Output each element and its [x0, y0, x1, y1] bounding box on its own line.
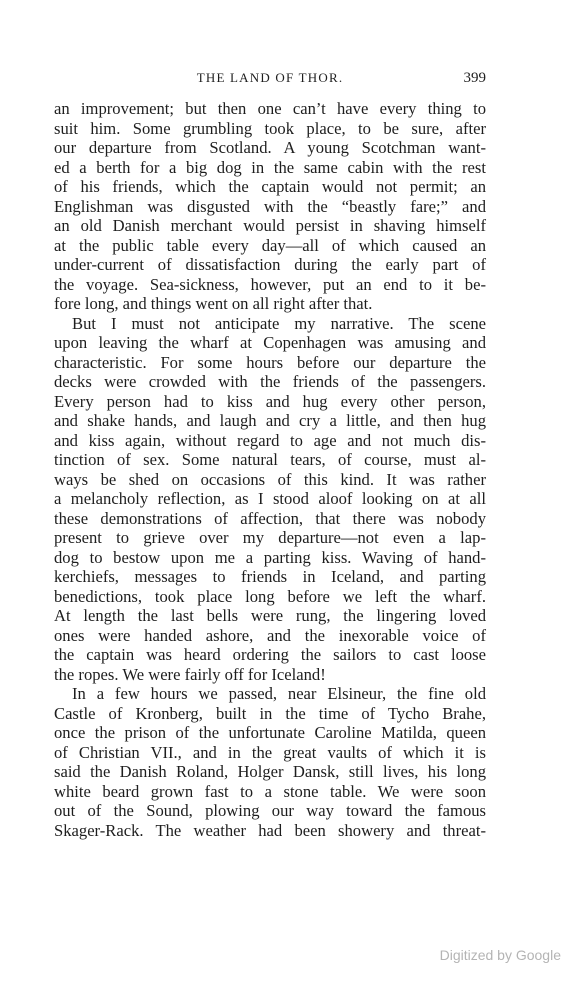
paragraph-start-line: But I must not anticipate my narrative. The scene [72, 313, 486, 333]
text-line: white beard grown fast to a stone table. We were soon [54, 781, 486, 801]
text-line: kerchiefs, messages to friends in Iceland, and parting [54, 567, 486, 586]
page-number: 399 [463, 70, 486, 86]
text-line: ed a berth for a big dog in the same cabin with the rest [54, 157, 486, 177]
text-line: the ropes. We were fairly off for Iceland! [54, 664, 326, 684]
text-line: benedictions, took place long before we left the wharf. [54, 586, 486, 606]
text-line: fore long, and things went on all right after that. [54, 294, 373, 313]
text-line: out of the Sound, plowing our way toward the famous [54, 801, 486, 820]
text-line: ones were handed ashore, and the inexorable voice of [54, 625, 486, 645]
text-line: Skager-Rack. The weather had been showery and threat- [54, 820, 486, 840]
paragraph-start-line: In a few hours we passed, near Elsineur, the fine old [72, 684, 486, 703]
text-line: present to grieve over my departure—not even a lap- [54, 528, 486, 547]
text-line: ways be shed on occasions of this kind. It was rather [54, 469, 486, 489]
text-line: suit him. Some grumbling took place, to be sure, after [54, 118, 486, 138]
text-line: an old Danish merchant would persist in shaving himself [54, 216, 486, 235]
text-line: our departure from Scotland. A young Scotchman want- [54, 138, 486, 157]
text-line: At length the last bells were rung, the lingering loved [54, 606, 486, 625]
text-line: Englishman was disgusted with the “beastly fare;” and [54, 196, 486, 216]
running-head [54, 67, 486, 89]
text-line: once the prison of the unfortunate Caroline Matilda, queen [54, 723, 486, 742]
text-line: of Christian VII., and in the great vaults of which it is [54, 742, 486, 762]
text-line: and kiss again, without regard to age and not much dis- [54, 430, 486, 450]
text-line: an improvement; but then one can’t have every thing to [54, 99, 486, 118]
text-line: a melancholy reflection, as I stood aloof looking on at all [54, 489, 486, 508]
digitized-watermark: Digitized by Google [439, 947, 561, 963]
text-line: of his friends, which the captain would not permit; an [54, 177, 486, 196]
text-line: upon leaving the wharf at Copenhagen was amusing and [54, 333, 486, 352]
text-line: these demonstrations of affection, that there was nobody [54, 508, 486, 528]
text-line: dog to bestow upon me a parting kiss. Waving of hand- [54, 547, 486, 567]
text-line: Every person had to kiss and hug every other person, [54, 391, 486, 411]
text-line: characteristic. For some hours before our departure the [54, 352, 486, 372]
text-line: under-current of dissatisfaction during the early part of [54, 255, 486, 274]
text-line: at the public table every day—all of which caused an [54, 235, 486, 255]
text-line: said the Danish Roland, Holger Dansk, still lives, his long [54, 762, 486, 781]
text-line: the voyage. Sea-sickness, however, put an end to it be- [54, 274, 486, 294]
text-line: the captain was heard ordering the sailors to cast loose [54, 645, 486, 664]
running-title: THE LAND OF THOR. [196, 70, 344, 85]
text-line: and shake hands, and laugh and cry a little, and then hug [54, 411, 486, 430]
body-text [54, 99, 486, 840]
text-line: decks were crowded with the friends of the passengers. [54, 372, 486, 391]
text-line: Castle of Kronberg, built in the time of Tycho Brahe, [54, 703, 486, 723]
text-line: tinction of sex. Some natural tears, of course, must al- [54, 450, 486, 469]
